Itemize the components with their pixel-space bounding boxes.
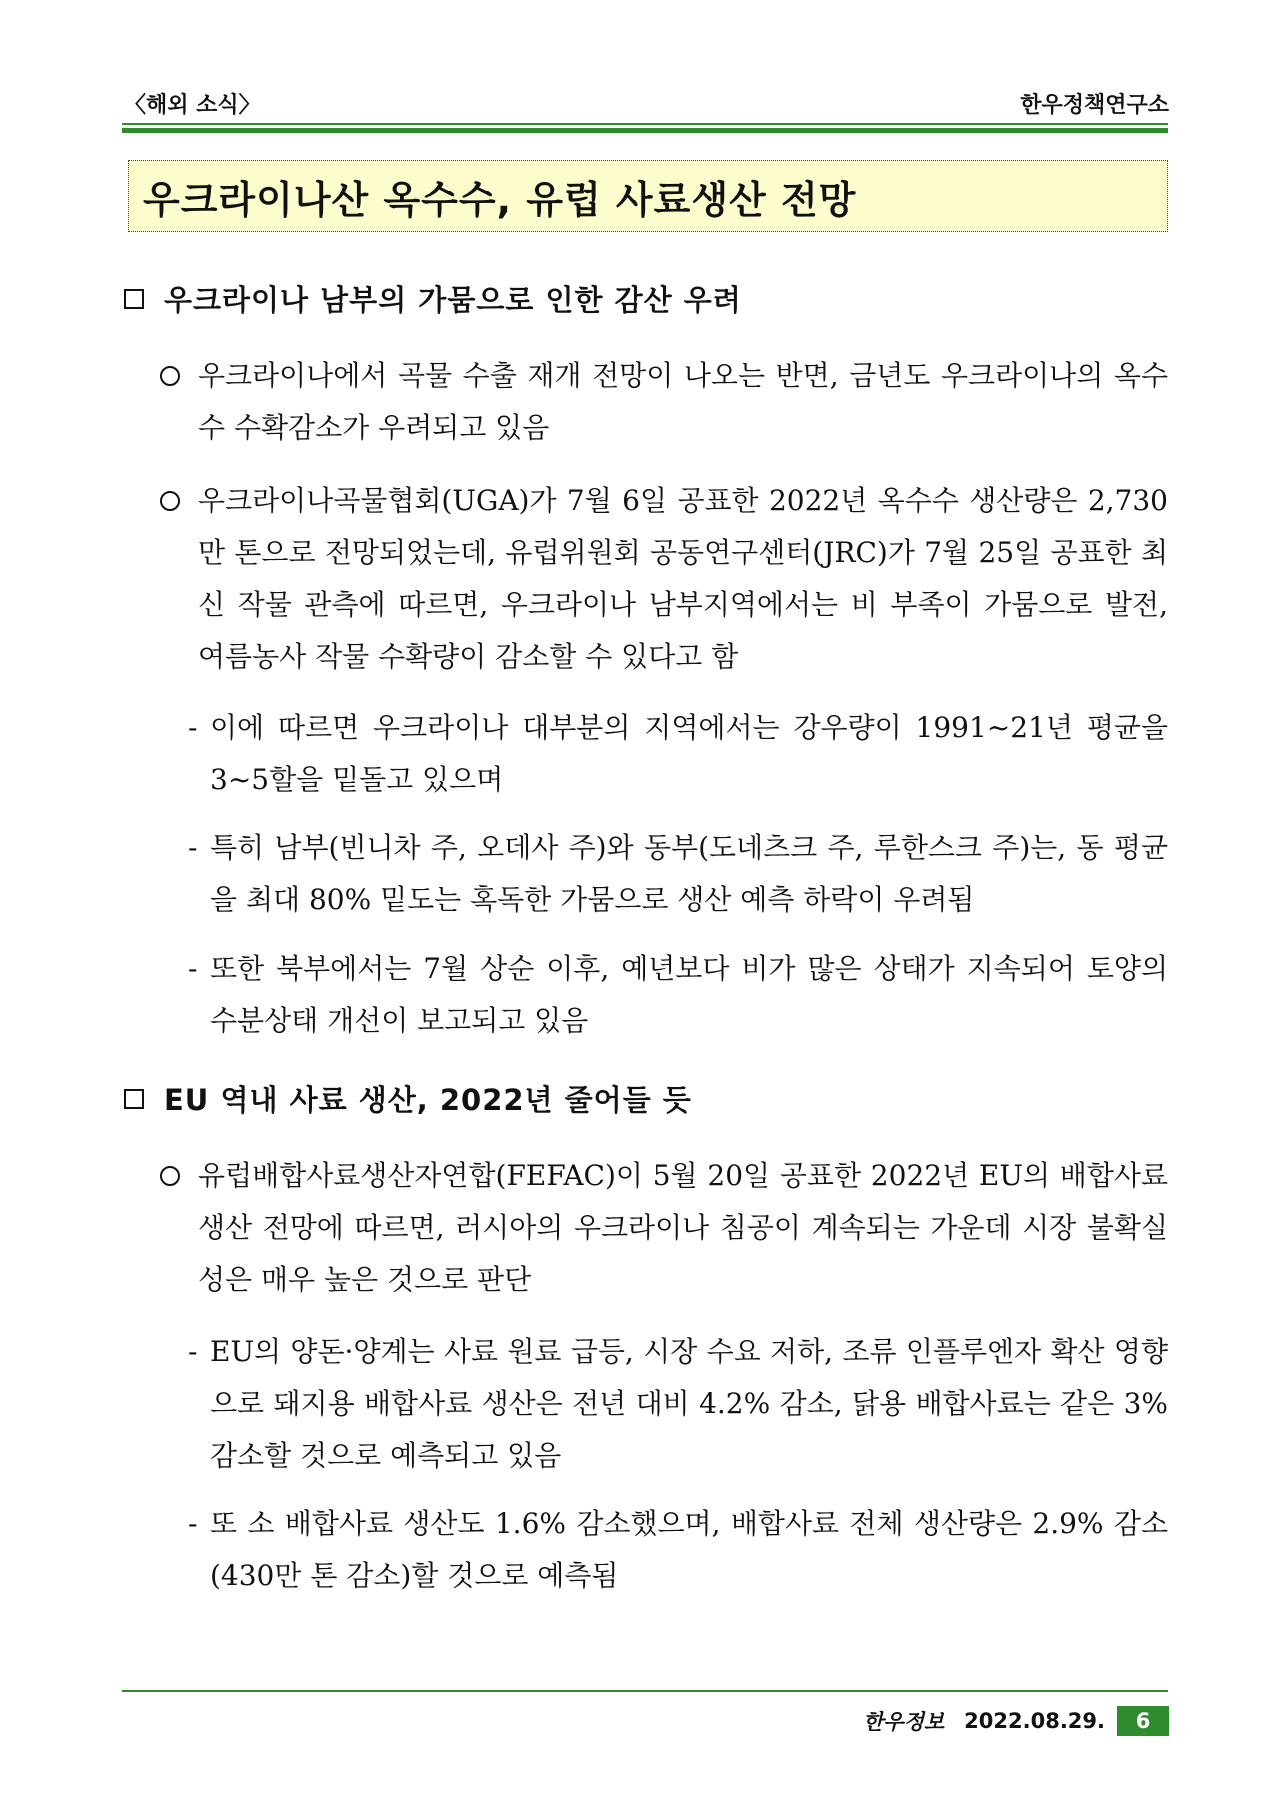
circle-bullet-icon	[160, 1166, 180, 1186]
page-number: 6	[1117, 1706, 1169, 1736]
sub-item-text: 또 소 배합사료 생산도 1.6% 감소했으며, 배합사료 전체 생산량은 2.9% 감소(430만 톤 감소)할 것으로 예측됨	[210, 1507, 1168, 1592]
section-heading-text: 우크라이나 남부의 가뭄으로 인한 감산 우려	[164, 283, 742, 317]
paragraph-text: 우크라이나에서 곡물 수출 재개 전망이 나오는 반면, 금년도 우크라이나의 옥수수 수확감소가 우려되고 있음	[198, 359, 1168, 444]
square-bullet-icon	[124, 1089, 144, 1109]
section-heading-2	[124, 1078, 692, 1119]
paragraph-2	[158, 475, 1168, 683]
paragraph-1	[158, 350, 1168, 454]
footer	[863, 1706, 1169, 1736]
header-rule-thick	[122, 128, 1168, 133]
sub-item-4	[188, 1326, 1168, 1482]
dash-bullet: -	[188, 952, 198, 985]
footer-rule	[122, 1690, 1168, 1692]
dash-bullet: -	[188, 1335, 198, 1368]
section-heading-text: EU 역내 사료 생산, 2022년 줄어들 듯	[164, 1083, 692, 1117]
sub-item-3	[188, 943, 1168, 1047]
sub-item-text: EU의 양돈·양계는 사료 원료 급등, 시장 수요 저하, 조류 인플루엔자 확산 영향으로 돼지용 배합사료 생산은 전년 대비 4.2% 감소, 닭용 배합사료는 같은 3% 감소할 것으로 예측되고 있음	[210, 1335, 1168, 1472]
header-category: 〈해외 소식〉	[124, 93, 261, 118]
sub-item-text: 또한 북부에서는 7월 상순 이후, 예년보다 비가 많은 상태가 지속되어 토양의 수분상태 개선이 보고되고 있음	[210, 952, 1168, 1037]
footer-date: 2022.08.29.	[964, 1709, 1105, 1733]
sub-item-text: 특히 남부(빈니차 주, 오데사 주)와 동부(도네츠크 주, 루한스크 주)는, 동 평균을 최대 80% 밑도는 혹독한 가뭄으로 생산 예측 하락이 우려됨	[210, 831, 1168, 916]
sub-item-5	[188, 1498, 1168, 1602]
square-bullet-icon	[124, 289, 144, 309]
sub-item-text: 이에 따르면 우크라이나 대부분의 지역에서는 강우량이 1991~21년 평균을 3~5할을 밑돌고 있으며	[210, 711, 1168, 796]
dash-bullet: -	[188, 711, 198, 744]
sub-item-1	[188, 702, 1168, 806]
circle-bullet-icon	[160, 366, 180, 386]
paragraph-text: 우크라이나곡물협회(UGA)가 7월 6일 공표한 2022년 옥수수 생산량은 2,730만 톤으로 전망되었는데, 유럽위원회 공동연구센터(JRC)가 7월 25일 공표한 최신 작물 관측에 따르면, 우크라이나 남부지역에서는 비 부족이 가뭄으로 발전, 여름농사 작물 수확량이 감소할 수 있다고 함	[198, 484, 1168, 673]
header-org: 한우정책연구소	[1020, 93, 1169, 118]
section-heading-1	[124, 278, 742, 319]
paragraph-3	[158, 1150, 1168, 1306]
footer-publication: 한우정보	[863, 1710, 945, 1734]
dash-bullet: -	[188, 831, 198, 864]
sub-item-2	[188, 822, 1168, 926]
circle-bullet-icon	[160, 491, 180, 511]
paragraph-text: 유럽배합사료생산자연합(FEFAC)이 5월 20일 공표한 2022년 EU의 배합사료 생산 전망에 따르면, 러시아의 우크라이나 침공이 계속되는 가운데 시장 불확실성은 매우 높은 것으로 판단	[198, 1159, 1168, 1296]
page-title: 우크라이나산 옥수수, 유럽 사료생산 전망	[128, 160, 1168, 232]
header-rule-thin	[122, 123, 1168, 125]
dash-bullet: -	[188, 1507, 198, 1540]
